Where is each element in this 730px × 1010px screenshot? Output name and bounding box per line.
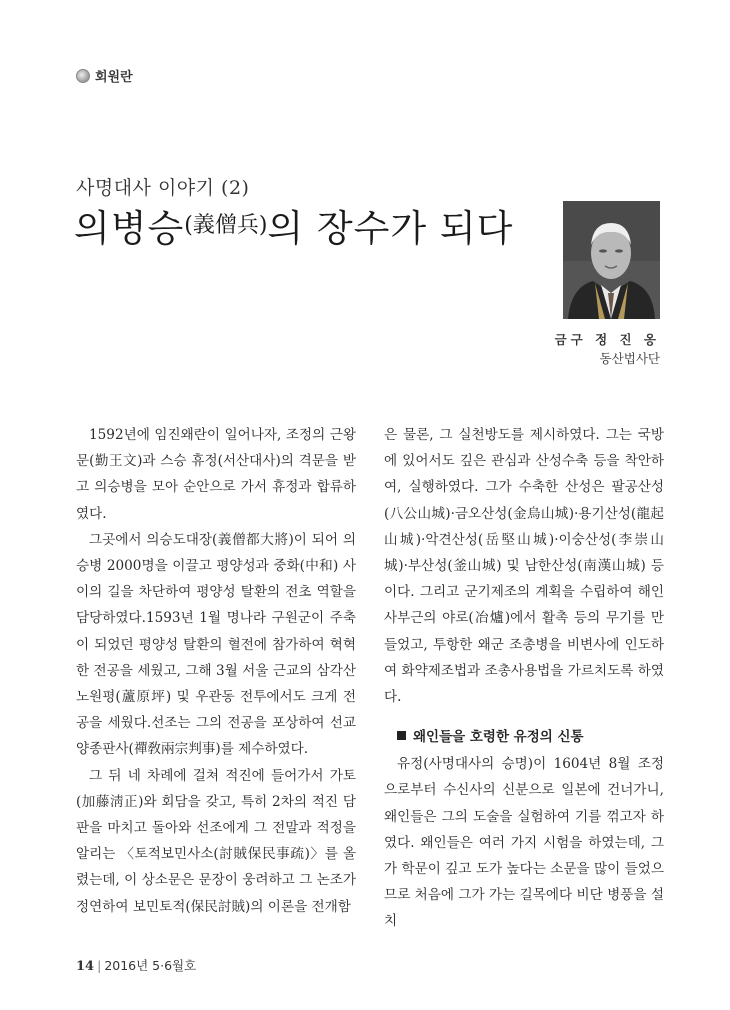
square-bullet-icon [397, 731, 406, 740]
author-affiliation: 동산법사단 [599, 351, 660, 366]
paragraph: 유정(사명대사의 승명)이 1604년 8월 조정으로부터 수신사의 신분으로 일본에 건너가니, 왜인들은 그의 도술을 실험하여 기를 꺾고자 하였다. 왜인들은 여러 가지 시험을 하였는데, 그가 학문이 깊고 도가 높다는 소문을 많이 들었으므로 처음에 그가 가는 길목에다 비단 병풍을 설치 [384, 756, 664, 930]
author-info [555, 330, 660, 368]
subheading-text: 왜인들을 호령한 유정의 신통 [413, 729, 584, 746]
title-rest: 의 장수가 되다 [267, 207, 514, 250]
left-column [76, 422, 356, 920]
page-footer [76, 956, 196, 974]
series-subtitle: 사명대사 이야기 (2) [76, 177, 250, 199]
footer-separator: | [97, 958, 102, 973]
title-main: 의병승 [74, 207, 185, 250]
right-column [384, 422, 664, 935]
paragraph-continued: 은 물론, 그 실천방도를 제시하였다. 그는 국방에 있어서도 깊은 관심과 산성수축 등을 착안하여, 실행하였다. 그가 수축한 산성은 팔공산성(八公山城)·금오산성(金烏山城)·용기산성(龍起山城)·악견산성(岳堅山城)·이숭산성(李崇山城)·부산성(釜山城) 및 남한산성(南漢山城) 등이다. 그리고 군기제조의 계획을 수립하여 해인사부근의 야로(冶爐)에서 활촉 등의 무기를 만들었고, 투항한 왜군 조총병을 비변사에 인도하여 화약제조법과 조총사용법을 가르치도록 하였다. [384, 427, 664, 706]
section-header [76, 66, 133, 85]
subheading [397, 724, 664, 750]
page-number: 14 [76, 959, 95, 974]
paragraph: 그곳에서 의승도대장(義僧都大將)이 되어 의승병 2000명을 이끌고 평양성과 중화(中和) 사이의 길을 차단하여 평양성 탈환의 전초 역할을 담당하였다.1593년 1월 명나라 구원군이 주축이 되었던 평양성 탈환의 혈전에 참가하여 혁혁한 전공을 세웠고, 그해 3월 서울 근교의 삼각산 노원평(蘆原坪) 및 우관동 전투에서도 크게 전공을 세웠다.선조는 그의 전공을 포상하여 선교양종판사(禪敎兩宗判事)를 제수하였다. [76, 531, 356, 758]
author-photo [563, 201, 660, 319]
issue-label: 2016년 5·6월호 [104, 958, 197, 973]
paragraph: 그 뒤 네 차례에 걸쳐 적진에 들어가서 가토(加藤淸正)와 회담을 갖고, 특히 2차의 적진 담판을 마치고 돌아와 선조에게 그 전말과 적정을 알리는 〈토적보민사소(討賊保民事疏)〉를 올렸는데, 이 상소문은 문장이 웅려하고 그 논조가 정연하여 보민토적(保民討賊)의 이론을 전개함 [76, 767, 356, 915]
article-title [74, 198, 513, 252]
bullet-circle-icon [76, 69, 90, 83]
title-hanja: (義僧兵) [184, 213, 268, 238]
paragraph: 1592년에 임진왜란이 일어나자, 조정의 근왕문(勤王文)과 스승 휴정(서산대사)의 격문을 받고 의승병을 모아 순안으로 가서 휴정과 합류하였다. [76, 427, 356, 522]
author-name: 금구 정 진 옹 [554, 332, 660, 347]
section-label: 회원란 [95, 70, 133, 85]
